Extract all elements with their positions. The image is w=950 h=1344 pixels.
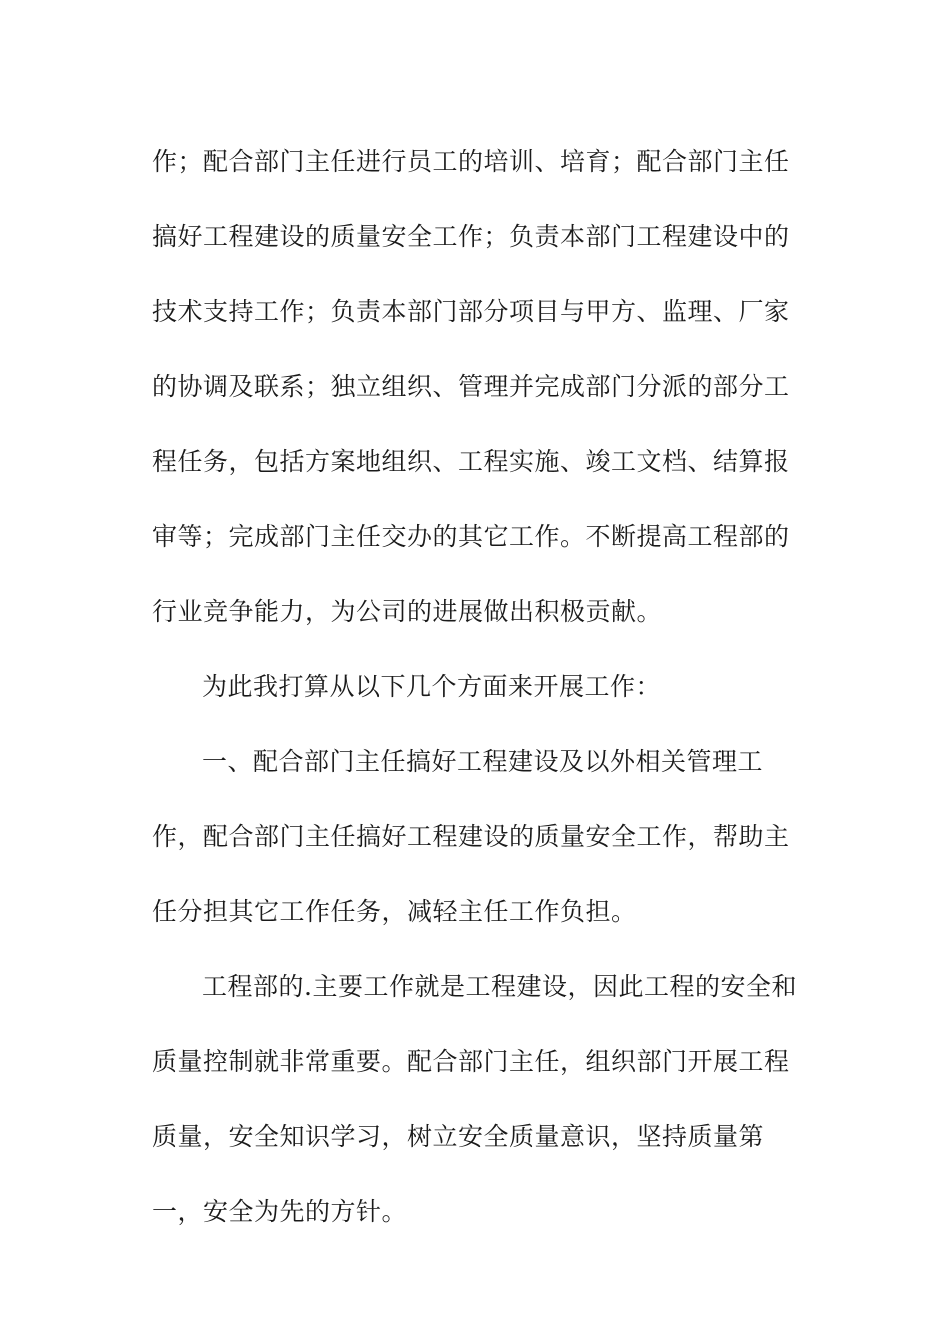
- text-line: 搞好工程建设的质量安全工作；负责本部门工程建设中的: [152, 222, 790, 251]
- text-line: 作，配合部门主任搞好工程建设的质量安全工作，帮助主: [152, 822, 790, 851]
- text-line: 质量，安全知识学习，树立安全质量意识，坚持质量第: [152, 1122, 765, 1151]
- text-line: 的协调及联系；独立组织、管理并完成部门分派的部分工: [152, 372, 790, 401]
- text-line: 程任务，包括方案地组织、工程实施、竣工文档、结算报: [152, 447, 790, 476]
- text-line: 任分担其它工作任务，减轻主任工作负担。: [152, 897, 637, 926]
- document-body: [152, 124, 812, 1249]
- text-line: 技术支持工作；负责本部门部分项目与甲方、监理、厂家: [152, 297, 790, 326]
- text-line: 作；配合部门主任进行员工的培训、培育；配合部门主任: [152, 147, 790, 176]
- text-line: 质量控制就非常重要。配合部门主任，组织部门开展工程: [152, 1047, 790, 1076]
- text-line: 审等；完成部门主任交办的其它工作。不断提高工程部的: [152, 522, 790, 551]
- text-line: 行业竞争能力，为公司的进展做出积极贡献。: [152, 597, 663, 626]
- paragraph-first-line: 为此我打算从以下几个方面来开展工作：: [202, 672, 662, 701]
- text-line: 一，安全为先的方针。: [152, 1197, 408, 1226]
- paragraph-first-line: 工程部的.主要工作就是工程建设，因此工程的安全和: [202, 972, 797, 1001]
- paragraph-first-line: 一、配合部门主任搞好工程建设及以外相关管理工: [202, 747, 764, 776]
